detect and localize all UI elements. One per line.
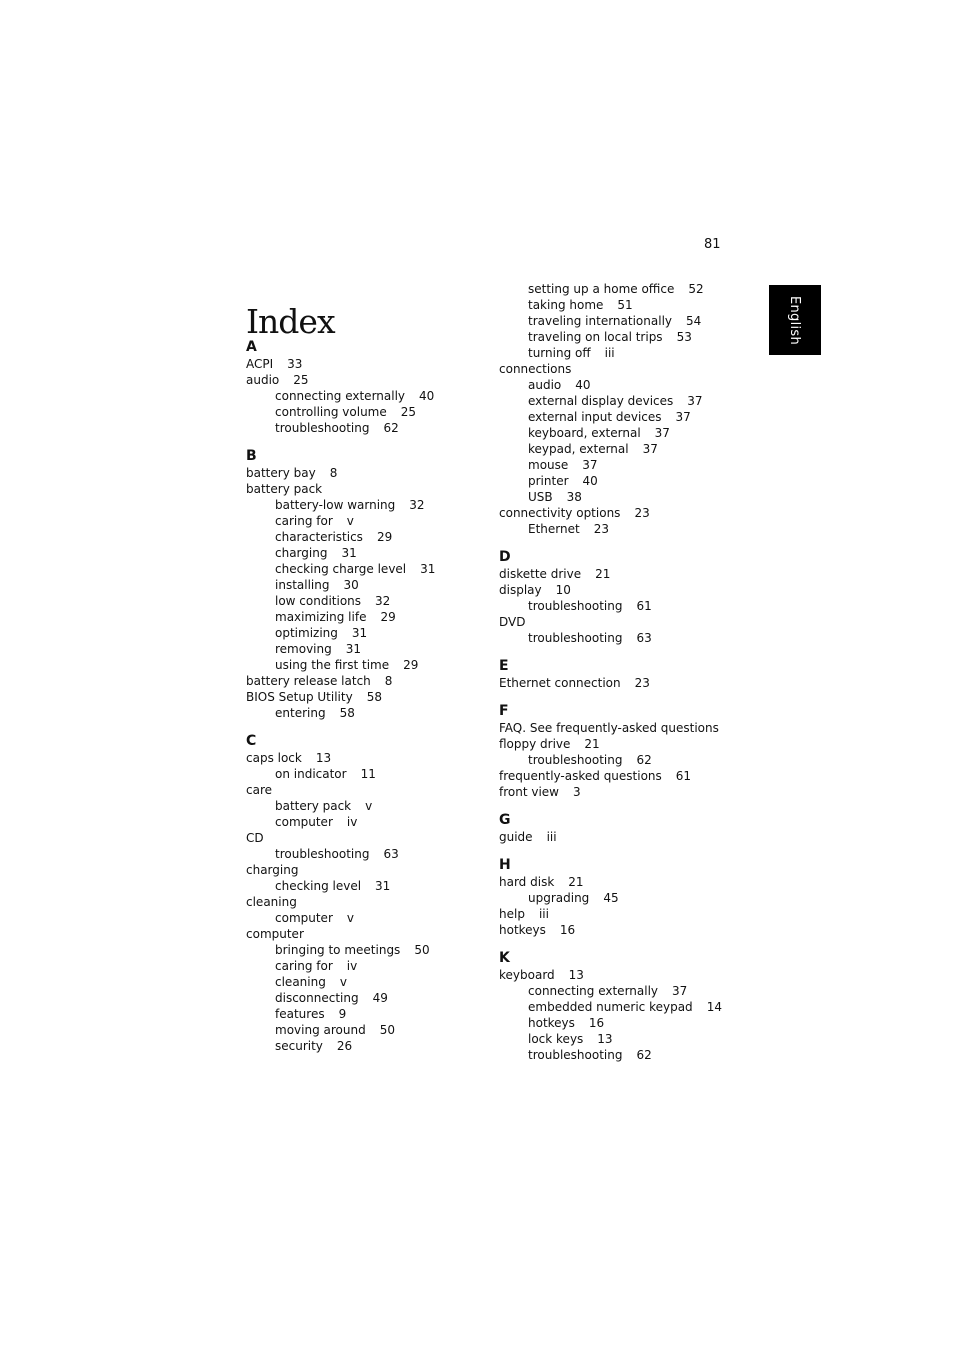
index-letter-heading: E — [499, 658, 509, 674]
index-subentry — [499, 1031, 739, 1047]
index-term: checking charge level — [275, 562, 407, 576]
index-page-ref: v — [346, 514, 354, 528]
index-subentry — [499, 999, 739, 1015]
index-term: keypad, external — [528, 442, 629, 456]
index-page-ref: 52 — [688, 282, 704, 296]
index-subentry — [246, 766, 486, 782]
index-subentry — [246, 974, 486, 990]
index-subentry — [499, 752, 739, 768]
index-letter-heading: K — [499, 950, 510, 966]
index-term: troubleshooting — [528, 599, 623, 613]
index-page-ref: 63 — [383, 847, 399, 861]
index-letter-heading: F — [499, 703, 509, 719]
index-entry — [246, 673, 486, 689]
page-title: Index — [246, 302, 335, 342]
index-subentry — [246, 529, 486, 545]
index-subentry — [499, 409, 739, 425]
index-column-right — [499, 281, 739, 1063]
index-page-ref: 10 — [555, 583, 571, 597]
index-page-ref: 26 — [336, 1039, 353, 1053]
index-entry — [246, 894, 486, 910]
index-page-ref: 50 — [414, 943, 430, 957]
index-subentry — [246, 641, 486, 657]
index-page-ref: 40 — [419, 389, 435, 403]
index-subentry — [246, 404, 486, 420]
index-term: help — [499, 907, 525, 921]
index-subentry — [499, 313, 739, 329]
index-letter-heading: H — [499, 857, 511, 873]
index-letter-heading: C — [246, 733, 257, 749]
index-subentry — [246, 846, 486, 862]
index-page-ref: 13 — [568, 968, 584, 982]
index-term: entering — [275, 706, 326, 720]
index-entry — [499, 614, 739, 630]
index-subentry — [246, 1006, 486, 1022]
index-page-ref: 40 — [582, 474, 598, 488]
index-letter-heading: D — [499, 549, 511, 565]
index-term: caring for — [275, 514, 333, 528]
index-term: disconnecting — [275, 991, 359, 1005]
index-entry — [499, 829, 739, 845]
index-page-ref: 62 — [636, 1048, 652, 1062]
index-subentry — [246, 1022, 486, 1038]
index-page-ref: 32 — [375, 594, 391, 608]
index-term: mouse — [528, 458, 569, 472]
index-entry — [246, 782, 486, 798]
index-page-ref: 38 — [566, 490, 582, 504]
index-page-ref: 31 — [351, 626, 368, 640]
index-term: traveling on local trips — [528, 330, 663, 344]
index-page-ref: 31 — [420, 562, 436, 576]
index-term: FAQ. See frequently-asked questions — [499, 721, 719, 735]
index-term: controlling volume — [275, 405, 387, 419]
index-term: upgrading — [528, 891, 590, 905]
index-page-ref: 31 — [345, 642, 362, 656]
index-term: connections — [499, 362, 572, 376]
index-term: Ethernet — [528, 522, 580, 536]
index-term: caring for — [275, 959, 333, 973]
index-term: computer — [275, 815, 333, 829]
index-term: external display devices — [528, 394, 674, 408]
index-term: audio — [246, 373, 280, 387]
index-subentry — [246, 388, 486, 404]
index-subentry — [246, 513, 486, 529]
index-entry — [499, 361, 739, 377]
language-tab — [769, 285, 821, 355]
index-term: battery-low warning — [275, 498, 396, 512]
index-subentry — [246, 1038, 486, 1054]
index-term: audio — [528, 378, 562, 392]
index-term: low conditions — [275, 594, 362, 608]
index-term: frequently-asked questions — [499, 769, 662, 783]
index-term: BIOS Setup Utility — [246, 690, 353, 704]
index-term: connecting externally — [275, 389, 406, 403]
index-page-ref: 37 — [654, 426, 670, 440]
index-term: display — [499, 583, 542, 597]
index-page-ref: 37 — [582, 458, 598, 472]
index-term: troubleshooting — [275, 847, 370, 861]
index-term: troubleshooting — [528, 753, 623, 767]
language-tab-label: English — [787, 295, 803, 345]
index-term: turning off — [528, 346, 591, 360]
index-subentry — [499, 1015, 739, 1031]
index-term: battery bay — [246, 466, 316, 480]
index-page-ref: 23 — [634, 506, 650, 520]
index-subentry — [246, 497, 486, 513]
index-subentry — [246, 420, 486, 436]
index-page-ref: 16 — [588, 1016, 605, 1030]
index-page-ref: 30 — [343, 578, 359, 592]
index-page-ref: 61 — [636, 599, 652, 613]
index-subentry — [499, 598, 739, 614]
index-page-ref: 9 — [338, 1007, 347, 1021]
index-entry — [499, 720, 739, 736]
index-term: diskette drive — [499, 567, 582, 581]
index-term: cleaning — [275, 975, 326, 989]
index-page-ref: 16 — [559, 923, 576, 937]
index-term: using the first time — [275, 658, 390, 672]
index-entry — [499, 582, 739, 598]
index-term: USB — [528, 490, 553, 504]
index-page-ref: 14 — [706, 1000, 722, 1014]
index-term: connectivity options — [499, 506, 621, 520]
index-subentry — [246, 910, 486, 926]
index-page-ref: 31 — [341, 546, 357, 560]
index-entry — [246, 689, 486, 705]
index-term: lock keys — [528, 1032, 584, 1046]
index-term: hotkeys — [528, 1016, 575, 1030]
index-page-ref: 61 — [675, 769, 692, 783]
index-term: external input devices — [528, 410, 662, 424]
index-page-ref: 37 — [675, 410, 691, 424]
index-letter-heading: B — [246, 448, 257, 464]
index-page-ref: iii — [604, 346, 615, 360]
index-page-ref: 29 — [376, 530, 393, 544]
index-page-ref: 62 — [383, 421, 399, 435]
index-term: battery pack — [246, 482, 323, 496]
index-entry — [246, 830, 486, 846]
index-page-ref: 40 — [575, 378, 591, 392]
index-subentry — [246, 609, 486, 625]
index-page-ref: iv — [346, 959, 358, 973]
index-subentry — [499, 983, 739, 999]
index-entry — [246, 750, 486, 766]
index-term: features — [275, 1007, 325, 1021]
index-page-ref: 21 — [584, 737, 600, 751]
index-page-ref: iii — [538, 907, 549, 921]
index-page-ref: v — [365, 799, 373, 813]
index-term: cleaning — [246, 895, 297, 909]
index-page-ref: 13 — [315, 751, 332, 765]
index-term: optimizing — [275, 626, 338, 640]
index-subentry — [499, 281, 739, 297]
index-page-ref: 62 — [636, 753, 652, 767]
index-entry — [499, 906, 739, 922]
index-term: troubleshooting — [275, 421, 370, 435]
index-entry — [246, 862, 486, 878]
index-entry — [499, 784, 739, 800]
index-page-ref: 45 — [603, 891, 619, 905]
index-subentry — [499, 297, 739, 313]
index-column-left — [246, 338, 486, 1054]
index-subentry — [246, 878, 486, 894]
index-subentry — [499, 630, 739, 646]
index-entry — [246, 481, 486, 497]
index-page-ref: 3 — [573, 785, 581, 799]
index-subentry — [499, 393, 739, 409]
index-term: on indicator — [275, 767, 347, 781]
index-term: keyboard — [499, 968, 555, 982]
index-term: embedded numeric keypad — [528, 1000, 693, 1014]
index-term: caps lock — [246, 751, 302, 765]
index-term: guide — [499, 830, 533, 844]
index-term: hard disk — [499, 875, 555, 889]
index-page-ref: 25 — [293, 373, 309, 387]
index-entry — [499, 736, 739, 752]
index-page-ref: 23 — [593, 522, 609, 536]
index-term: checking level — [275, 879, 362, 893]
index-entry — [499, 566, 739, 582]
index-subentry — [246, 958, 486, 974]
index-term: troubleshooting — [528, 631, 623, 645]
index-term: DVD — [499, 615, 526, 629]
index-subentry — [246, 990, 486, 1006]
index-term: moving around — [275, 1023, 366, 1037]
index-subentry — [499, 345, 739, 361]
index-page-ref: 54 — [686, 314, 702, 328]
index-page-ref: 53 — [676, 330, 692, 344]
index-term: floppy drive — [499, 737, 571, 751]
index-page-ref: 29 — [380, 610, 396, 624]
index-subentry — [499, 329, 739, 345]
index-term: removing — [275, 642, 332, 656]
index-subentry — [499, 1047, 739, 1063]
index-page-ref: 25 — [400, 405, 417, 419]
index-letter-heading: A — [246, 339, 257, 355]
index-term: computer — [246, 927, 304, 941]
index-term: Ethernet connection — [499, 676, 621, 690]
index-subentry — [499, 377, 739, 393]
index-page-ref: 49 — [372, 991, 388, 1005]
index-term: charging — [246, 863, 299, 877]
index-page-ref: 33 — [287, 357, 303, 371]
index-term: setting up a home office — [528, 282, 675, 296]
index-subentry — [499, 489, 739, 505]
index-page-ref: 21 — [568, 875, 584, 889]
index-term: bringing to meetings — [275, 943, 401, 957]
index-page-ref: iii — [546, 830, 557, 844]
index-entry — [499, 874, 739, 890]
index-entry — [499, 922, 739, 938]
index-term: CD — [246, 831, 264, 845]
index-page-ref: 37 — [672, 984, 688, 998]
index-entry — [499, 675, 739, 691]
index-page-ref: 37 — [642, 442, 658, 456]
index-subentry — [246, 593, 486, 609]
index-entry — [499, 967, 739, 983]
index-page-ref: v — [339, 975, 347, 989]
index-subentry — [499, 457, 739, 473]
index-page-ref: 31 — [375, 879, 391, 893]
index-page-ref: iv — [346, 815, 358, 829]
index-subentry — [499, 521, 739, 537]
index-page-ref: 8 — [329, 466, 338, 480]
index-entry — [499, 505, 739, 521]
index-term: ACPI — [246, 357, 274, 371]
index-subentry — [246, 798, 486, 814]
index-term: keyboard, external — [528, 426, 641, 440]
index-term: front view — [499, 785, 559, 799]
index-term: care — [246, 783, 273, 797]
index-page-ref: v — [346, 911, 354, 925]
index-term: taking home — [528, 298, 604, 312]
index-entry — [246, 356, 486, 372]
index-subentry — [499, 425, 739, 441]
index-subentry — [246, 545, 486, 561]
index-term: security — [275, 1039, 323, 1053]
index-term: battery pack — [275, 799, 352, 813]
index-subentry — [246, 625, 486, 641]
index-page-ref: 58 — [339, 706, 355, 720]
index-subentry — [246, 942, 486, 958]
index-page-ref: 37 — [687, 394, 703, 408]
index-term: printer — [528, 474, 569, 488]
index-subentry — [246, 657, 486, 673]
index-term: connecting externally — [528, 984, 659, 998]
index-subentry — [499, 890, 739, 906]
index-page-ref: 11 — [360, 767, 376, 781]
index-page-ref: 50 — [379, 1023, 395, 1037]
page-number: 81 — [704, 237, 721, 252]
index-subentry — [246, 577, 486, 593]
index-term: characteristics — [275, 530, 363, 544]
index-page-ref: 13 — [597, 1032, 613, 1046]
index-letter-heading: G — [499, 812, 511, 828]
index-page-ref: 23 — [634, 676, 650, 690]
index-term: traveling internationally — [528, 314, 672, 328]
index-page-ref: 51 — [617, 298, 633, 312]
index-term: hotkeys — [499, 923, 546, 937]
index-subentry — [246, 705, 486, 721]
index-entry — [246, 372, 486, 388]
index-page-ref: 29 — [403, 658, 419, 672]
index-entry — [499, 768, 739, 784]
index-page-ref: 32 — [409, 498, 425, 512]
index-subentry — [499, 473, 739, 489]
index-page-ref: 58 — [366, 690, 382, 704]
index-term: troubleshooting — [528, 1048, 623, 1062]
index-term: battery release latch — [246, 674, 371, 688]
index-term: charging — [275, 546, 328, 560]
index-entry — [246, 926, 486, 942]
index-term: computer — [275, 911, 333, 925]
index-term: installing — [275, 578, 330, 592]
index-subentry — [499, 441, 739, 457]
index-page-ref: 8 — [384, 674, 393, 688]
index-page-ref: 21 — [595, 567, 611, 581]
index-entry — [246, 465, 486, 481]
index-term: maximizing life — [275, 610, 367, 624]
index-subentry — [246, 814, 486, 830]
index-page-ref: 63 — [636, 631, 652, 645]
index-subentry — [246, 561, 486, 577]
